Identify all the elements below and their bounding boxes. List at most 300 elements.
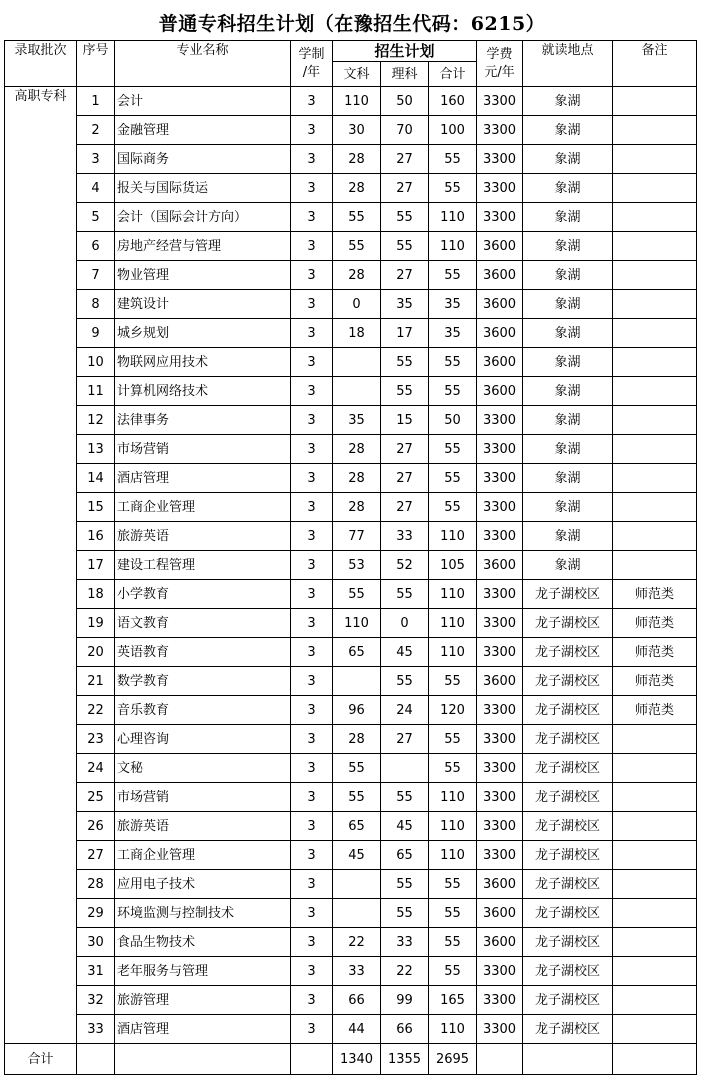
location-cell: 龙子湖校区	[523, 812, 613, 841]
table-row	[5, 87, 697, 116]
remark-cell	[613, 87, 697, 116]
location-cell: 象湖	[523, 406, 613, 435]
remark-cell	[613, 522, 697, 551]
years-cell: 3	[291, 406, 333, 435]
total-cell: 55	[429, 493, 477, 522]
seq-cell: 14	[77, 464, 115, 493]
liberal-cell	[333, 899, 381, 928]
location-cell: 象湖	[523, 522, 613, 551]
liberal-cell	[333, 870, 381, 899]
total-empty-major	[115, 1044, 291, 1075]
table-row	[5, 899, 697, 928]
total-cell: 110	[429, 812, 477, 841]
total-cell: 110	[429, 638, 477, 667]
location-cell: 象湖	[523, 348, 613, 377]
header-remarks: 备注	[613, 41, 697, 87]
total-cell: 55	[429, 261, 477, 290]
table-row	[5, 348, 697, 377]
major-cell: 报关与国际货运	[115, 174, 291, 203]
fee-cell: 3300	[477, 435, 523, 464]
total-cell: 165	[429, 986, 477, 1015]
major-cell: 工商企业管理	[115, 493, 291, 522]
total-cell: 110	[429, 1015, 477, 1044]
table-row	[5, 580, 697, 609]
location-cell: 象湖	[523, 493, 613, 522]
major-cell: 物业管理	[115, 261, 291, 290]
liberal-cell: 65	[333, 812, 381, 841]
total-liberal: 1340	[333, 1044, 381, 1075]
seq-cell: 23	[77, 725, 115, 754]
enrollment-plan-table	[4, 40, 697, 1075]
fee-cell: 3300	[477, 203, 523, 232]
remark-cell: 师范类	[613, 580, 697, 609]
major-cell: 旅游管理	[115, 986, 291, 1015]
science-cell: 35	[381, 290, 429, 319]
location-cell: 龙子湖校区	[523, 638, 613, 667]
liberal-cell: 55	[333, 232, 381, 261]
fee-cell: 3600	[477, 667, 523, 696]
total-cell: 110	[429, 841, 477, 870]
fee-cell: 3600	[477, 290, 523, 319]
major-cell: 法律事务	[115, 406, 291, 435]
seq-cell: 21	[77, 667, 115, 696]
location-cell: 龙子湖校区	[523, 1015, 613, 1044]
liberal-cell	[333, 377, 381, 406]
years-cell: 3	[291, 348, 333, 377]
fee-cell: 3300	[477, 957, 523, 986]
major-cell: 英语教育	[115, 638, 291, 667]
liberal-cell: 28	[333, 435, 381, 464]
seq-cell: 32	[77, 986, 115, 1015]
seq-cell: 31	[77, 957, 115, 986]
years-cell: 3	[291, 116, 333, 145]
fee-cell: 3600	[477, 319, 523, 348]
liberal-cell: 53	[333, 551, 381, 580]
remark-cell	[613, 261, 697, 290]
fee-cell: 3600	[477, 551, 523, 580]
years-cell: 3	[291, 609, 333, 638]
years-cell: 3	[291, 986, 333, 1015]
remark-cell	[613, 406, 697, 435]
liberal-cell: 55	[333, 580, 381, 609]
liberal-cell: 28	[333, 145, 381, 174]
years-cell: 3	[291, 464, 333, 493]
header-row-1	[5, 41, 697, 62]
header-duration-line2: /年	[302, 64, 321, 80]
location-cell: 龙子湖校区	[523, 870, 613, 899]
remark-cell	[613, 145, 697, 174]
table-row	[5, 493, 697, 522]
fee-cell: 3300	[477, 638, 523, 667]
years-cell: 3	[291, 580, 333, 609]
science-cell: 55	[381, 580, 429, 609]
fee-cell: 3300	[477, 841, 523, 870]
fee-cell: 3300	[477, 986, 523, 1015]
header-duration-line1: 学制	[298, 46, 325, 62]
total-cell: 105	[429, 551, 477, 580]
total-cell: 120	[429, 696, 477, 725]
major-cell: 应用电子技术	[115, 870, 291, 899]
seq-cell: 20	[77, 638, 115, 667]
remark-cell	[613, 899, 697, 928]
major-cell: 建设工程管理	[115, 551, 291, 580]
years-cell: 3	[291, 841, 333, 870]
remark-cell	[613, 957, 697, 986]
location-cell: 象湖	[523, 464, 613, 493]
remark-cell: 师范类	[613, 638, 697, 667]
science-cell: 27	[381, 464, 429, 493]
liberal-cell: 28	[333, 725, 381, 754]
location-cell: 龙子湖校区	[523, 928, 613, 957]
liberal-cell: 110	[333, 609, 381, 638]
header-major: 专业名称	[115, 41, 291, 87]
table-row	[5, 841, 697, 870]
liberal-cell: 66	[333, 986, 381, 1015]
table-row	[5, 319, 697, 348]
total-cell: 55	[429, 899, 477, 928]
total-sum: 2695	[429, 1044, 477, 1075]
location-cell: 象湖	[523, 145, 613, 174]
science-cell: 99	[381, 986, 429, 1015]
liberal-cell: 55	[333, 783, 381, 812]
location-cell: 象湖	[523, 551, 613, 580]
fee-cell: 3600	[477, 928, 523, 957]
fee-cell: 3300	[477, 580, 523, 609]
total-cell: 110	[429, 609, 477, 638]
seq-cell: 33	[77, 1015, 115, 1044]
location-cell: 龙子湖校区	[523, 725, 613, 754]
table-row	[5, 551, 697, 580]
table-row	[5, 377, 697, 406]
location-cell: 龙子湖校区	[523, 754, 613, 783]
remark-cell	[613, 435, 697, 464]
science-cell: 45	[381, 638, 429, 667]
major-cell: 语文教育	[115, 609, 291, 638]
seq-cell: 16	[77, 522, 115, 551]
total-cell: 55	[429, 435, 477, 464]
years-cell: 3	[291, 261, 333, 290]
remark-cell	[613, 754, 697, 783]
seq-cell: 30	[77, 928, 115, 957]
page-title: 普通专科招生计划（在豫招生代码：6215）	[158, 13, 546, 35]
major-cell: 旅游英语	[115, 522, 291, 551]
liberal-cell: 0	[333, 290, 381, 319]
remark-cell: 师范类	[613, 696, 697, 725]
total-cell: 55	[429, 725, 477, 754]
location-cell: 龙子湖校区	[523, 841, 613, 870]
science-cell: 24	[381, 696, 429, 725]
batch-cell: 高职专科	[5, 87, 77, 1044]
remark-cell	[613, 203, 697, 232]
header-fee	[477, 41, 523, 87]
years-cell: 3	[291, 899, 333, 928]
major-cell: 食品生物技术	[115, 928, 291, 957]
science-cell: 55	[381, 203, 429, 232]
header-liberal: 文科	[333, 62, 381, 87]
remark-cell	[613, 464, 697, 493]
years-cell: 3	[291, 319, 333, 348]
liberal-cell	[333, 667, 381, 696]
fee-cell: 3600	[477, 377, 523, 406]
science-cell: 55	[381, 783, 429, 812]
total-empty-remarks	[613, 1044, 697, 1075]
remark-cell	[613, 1015, 697, 1044]
science-cell: 17	[381, 319, 429, 348]
years-cell: 3	[291, 754, 333, 783]
fee-cell: 3300	[477, 754, 523, 783]
remark-cell: 师范类	[613, 667, 697, 696]
liberal-cell: 45	[333, 841, 381, 870]
science-cell: 66	[381, 1015, 429, 1044]
science-cell: 22	[381, 957, 429, 986]
total-cell: 55	[429, 348, 477, 377]
total-cell: 55	[429, 928, 477, 957]
table-row	[5, 754, 697, 783]
header-sum: 合计	[429, 62, 477, 87]
remark-cell	[613, 986, 697, 1015]
years-cell: 3	[291, 1015, 333, 1044]
location-cell: 象湖	[523, 261, 613, 290]
total-empty-location	[523, 1044, 613, 1075]
seq-cell: 27	[77, 841, 115, 870]
science-cell: 27	[381, 725, 429, 754]
liberal-cell: 55	[333, 203, 381, 232]
fee-cell: 3300	[477, 725, 523, 754]
science-cell: 55	[381, 870, 429, 899]
location-cell: 象湖	[523, 203, 613, 232]
location-cell: 龙子湖校区	[523, 986, 613, 1015]
header-fee-line1: 学费	[486, 46, 513, 62]
total-cell: 55	[429, 464, 477, 493]
header-duration	[291, 41, 333, 87]
liberal-cell: 30	[333, 116, 381, 145]
total-cell: 160	[429, 87, 477, 116]
years-cell: 3	[291, 928, 333, 957]
total-cell: 35	[429, 290, 477, 319]
science-cell: 27	[381, 174, 429, 203]
years-cell: 3	[291, 87, 333, 116]
major-cell: 市场营销	[115, 435, 291, 464]
table-row	[5, 406, 697, 435]
total-cell: 50	[429, 406, 477, 435]
science-cell: 52	[381, 551, 429, 580]
fee-cell: 3300	[477, 493, 523, 522]
seq-cell: 12	[77, 406, 115, 435]
liberal-cell: 33	[333, 957, 381, 986]
remark-cell	[613, 725, 697, 754]
fee-cell: 3300	[477, 464, 523, 493]
remark-cell	[613, 377, 697, 406]
remark-cell	[613, 232, 697, 261]
location-cell: 龙子湖校区	[523, 696, 613, 725]
location-cell: 象湖	[523, 174, 613, 203]
liberal-cell: 28	[333, 464, 381, 493]
remark-cell	[613, 319, 697, 348]
science-cell: 27	[381, 435, 429, 464]
table-row	[5, 725, 697, 754]
seq-cell: 13	[77, 435, 115, 464]
major-cell: 建筑设计	[115, 290, 291, 319]
years-cell: 3	[291, 377, 333, 406]
fee-cell: 3300	[477, 609, 523, 638]
fee-cell: 3300	[477, 522, 523, 551]
seq-cell: 11	[77, 377, 115, 406]
liberal-cell: 28	[333, 261, 381, 290]
location-cell: 龙子湖校区	[523, 783, 613, 812]
seq-cell: 7	[77, 261, 115, 290]
remark-cell	[613, 812, 697, 841]
major-cell: 老年服务与管理	[115, 957, 291, 986]
total-science: 1355	[381, 1044, 429, 1075]
table-row	[5, 435, 697, 464]
table-row	[5, 232, 697, 261]
years-cell: 3	[291, 870, 333, 899]
seq-cell: 3	[77, 145, 115, 174]
years-cell: 3	[291, 957, 333, 986]
table-row	[5, 986, 697, 1015]
table-row	[5, 696, 697, 725]
fee-cell: 3600	[477, 232, 523, 261]
location-cell: 象湖	[523, 435, 613, 464]
header-location: 就读地点	[523, 41, 613, 87]
total-cell: 110	[429, 783, 477, 812]
years-cell: 3	[291, 232, 333, 261]
header-science: 理科	[381, 62, 429, 87]
science-cell: 27	[381, 145, 429, 174]
science-cell: 50	[381, 87, 429, 116]
table-row	[5, 667, 697, 696]
major-cell: 会计	[115, 87, 291, 116]
fee-cell: 3600	[477, 348, 523, 377]
years-cell: 3	[291, 638, 333, 667]
fee-cell: 3300	[477, 812, 523, 841]
major-cell: 计算机网络技术	[115, 377, 291, 406]
major-cell: 小学教育	[115, 580, 291, 609]
table-row	[5, 638, 697, 667]
fee-cell: 3600	[477, 261, 523, 290]
years-cell: 3	[291, 812, 333, 841]
total-cell: 110	[429, 232, 477, 261]
years-cell: 3	[291, 667, 333, 696]
seq-cell: 9	[77, 319, 115, 348]
seq-cell: 24	[77, 754, 115, 783]
total-empty-years	[291, 1044, 333, 1075]
major-cell: 城乡规划	[115, 319, 291, 348]
location-cell: 象湖	[523, 319, 613, 348]
years-cell: 3	[291, 522, 333, 551]
years-cell: 3	[291, 493, 333, 522]
liberal-cell: 28	[333, 174, 381, 203]
major-cell: 文秘	[115, 754, 291, 783]
location-cell: 龙子湖校区	[523, 957, 613, 986]
table-row	[5, 609, 697, 638]
seq-cell: 28	[77, 870, 115, 899]
major-cell: 房地产经营与管理	[115, 232, 291, 261]
seq-cell: 29	[77, 899, 115, 928]
science-cell: 65	[381, 841, 429, 870]
major-cell: 物联网应用技术	[115, 348, 291, 377]
liberal-cell: 22	[333, 928, 381, 957]
liberal-cell: 110	[333, 87, 381, 116]
table-row	[5, 261, 697, 290]
liberal-cell: 35	[333, 406, 381, 435]
remark-cell	[613, 116, 697, 145]
major-cell: 音乐教育	[115, 696, 291, 725]
seq-cell: 26	[77, 812, 115, 841]
remark-cell	[613, 841, 697, 870]
total-cell: 55	[429, 754, 477, 783]
total-cell: 110	[429, 203, 477, 232]
science-cell	[381, 754, 429, 783]
table-row	[5, 174, 697, 203]
header-seq: 序号	[77, 41, 115, 87]
table-row	[5, 957, 697, 986]
major-cell: 环境监测与控制技术	[115, 899, 291, 928]
liberal-cell	[333, 348, 381, 377]
major-cell: 金融管理	[115, 116, 291, 145]
major-cell: 酒店管理	[115, 1015, 291, 1044]
remark-cell	[613, 348, 697, 377]
remark-cell	[613, 551, 697, 580]
table-row	[5, 928, 697, 957]
table-row	[5, 870, 697, 899]
seq-cell: 1	[77, 87, 115, 116]
total-label: 合计	[5, 1044, 77, 1075]
fee-cell: 3300	[477, 145, 523, 174]
location-cell: 象湖	[523, 87, 613, 116]
major-cell: 工商企业管理	[115, 841, 291, 870]
total-empty-fee	[477, 1044, 523, 1075]
table-row	[5, 464, 697, 493]
liberal-cell: 28	[333, 493, 381, 522]
seq-cell: 4	[77, 174, 115, 203]
fee-cell: 3600	[477, 870, 523, 899]
table-row	[5, 812, 697, 841]
location-cell: 龙子湖校区	[523, 899, 613, 928]
liberal-cell: 44	[333, 1015, 381, 1044]
seq-cell: 15	[77, 493, 115, 522]
total-cell: 55	[429, 174, 477, 203]
seq-cell: 5	[77, 203, 115, 232]
years-cell: 3	[291, 696, 333, 725]
location-cell: 象湖	[523, 290, 613, 319]
years-cell: 3	[291, 203, 333, 232]
years-cell: 3	[291, 783, 333, 812]
seq-cell: 2	[77, 116, 115, 145]
total-cell: 110	[429, 580, 477, 609]
science-cell: 15	[381, 406, 429, 435]
science-cell: 55	[381, 232, 429, 261]
seq-cell: 18	[77, 580, 115, 609]
seq-cell: 22	[77, 696, 115, 725]
science-cell: 33	[381, 522, 429, 551]
header-batch: 录取批次	[5, 41, 77, 87]
liberal-cell: 18	[333, 319, 381, 348]
science-cell: 33	[381, 928, 429, 957]
liberal-cell: 96	[333, 696, 381, 725]
liberal-cell: 55	[333, 754, 381, 783]
fee-cell: 3300	[477, 1015, 523, 1044]
major-cell: 旅游英语	[115, 812, 291, 841]
fee-cell: 3300	[477, 116, 523, 145]
table-row	[5, 145, 697, 174]
header-plan: 招生计划	[333, 41, 477, 62]
total-cell: 55	[429, 667, 477, 696]
table-row	[5, 522, 697, 551]
table-row	[5, 203, 697, 232]
seq-cell: 8	[77, 290, 115, 319]
location-cell: 象湖	[523, 116, 613, 145]
